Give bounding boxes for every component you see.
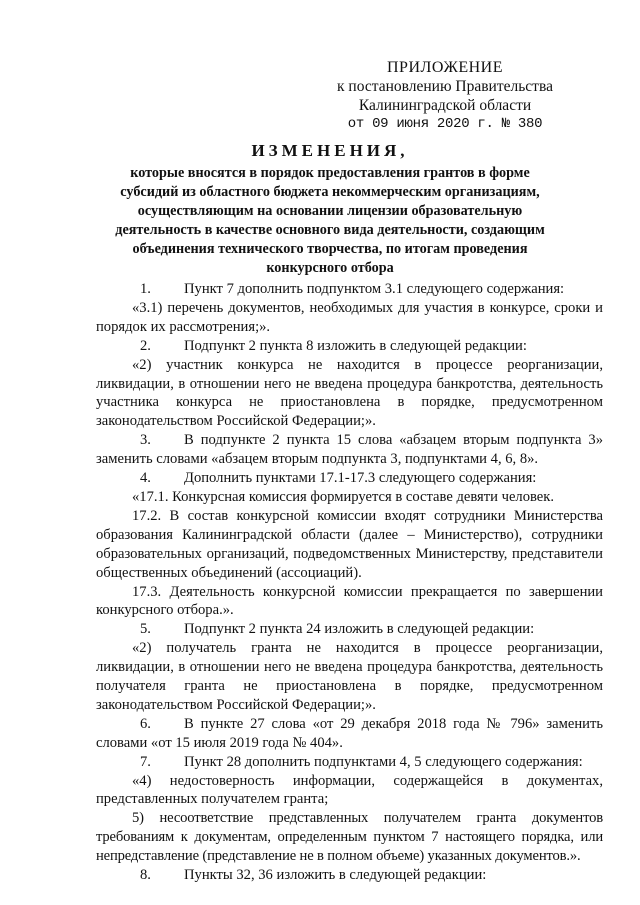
paragraph-text: Подпункт 2 пункта 8 изложить в следующей редакции:	[184, 337, 527, 354]
paragraph-number: 7.	[140, 753, 151, 770]
paragraph	[96, 715, 603, 753]
paragraph-text: Пункт 7 дополнить подпунктом 3.1 следующего содержания:	[184, 281, 565, 297]
paragraph: 17.2. В состав конкурсной комиссии входят сотрудники Министерства образования Калининградской области (далее – Министерство), сотрудники образовательных организаций, подведомственных Министерству, представители общественных объединений (ассоциаций).	[96, 507, 603, 581]
paragraph: 17.3. Деятельность конкурсной комиссии прекращается по завершении конкурсного отбора.».	[96, 583, 603, 619]
paragraph-text: В пункте 27 слова «от 29 декабря 2018 года № 796» заменить словами «от 15 июля 2019 года № 404».	[96, 715, 603, 751]
paragraph-number: 8.	[140, 867, 151, 884]
paragraph	[96, 753, 603, 772]
paragraph: «17.1. Конкурсная комиссия формируется в составе девяти человек.	[132, 488, 555, 505]
paragraph: «3.1) перечень документов, необходимых для участия в конкурсе, сроки и порядок их рассмотрения;».	[96, 299, 603, 335]
document-body	[96, 280, 603, 885]
paragraph: «2) получатель гранта не находится в процессе реорганизации, ликвидации, в отношении него не введена процедура банкротства, деятельность получателя гранта не приостановлена в порядке, предусмотренном законодательством Российской Федерации;».	[96, 640, 603, 713]
paragraph-number: 1.	[140, 281, 151, 297]
appendix-line-1: к постановлению Правительства	[337, 78, 553, 95]
paragraph-number: 6.	[140, 715, 151, 732]
paragraph-text: Пункт 28 дополнить подпунктами 4, 5 следующего содержания:	[184, 753, 583, 770]
paragraph	[96, 280, 603, 299]
paragraph	[96, 620, 603, 639]
appendix-block	[330, 58, 560, 134]
heading-subtitle: которые вносятся в порядок предоставления грантов в форме субсидий из областного бюджета некоммерческим организациям, осуществляющим на основании лицензии образовательную деятельность в качестве основного вида деятельности, создающим объединения технического творчества, по итогам проведения конкурсного отбора	[115, 165, 545, 276]
paragraph	[96, 431, 603, 469]
paragraph-number: 5.	[140, 621, 151, 638]
paragraph-number: 2.	[140, 337, 151, 354]
paragraph: «2) участник конкурса не находится в процессе реорганизации, ликвидации, в отношении него не введена процедура банкротства, деятельность участника конкурса не приостановлена в порядке, предусмотренном законодательством Российской Федерации;».	[96, 356, 603, 430]
appendix-line-2: Калининградской области	[358, 97, 532, 114]
appendix-title: ПРИЛОЖЕНИЕ	[386, 59, 503, 76]
paragraph-text: Пункты 32, 36 изложить в следующей редакции:	[184, 867, 487, 884]
paragraph-text: Дополнить пунктами 17.1-17.3 следующего содержания:	[184, 470, 537, 487]
paragraph: 5) несоответствие представленных получателем гранта документов требованиям к документам, определенным пунктом 7 настоящего порядка, или непредставление (представление не в полном объеме) указанных документов.».	[96, 810, 603, 865]
paragraph-text: Подпункт 2 пункта 24 изложить в следующей редакции:	[184, 621, 535, 638]
paragraph	[96, 866, 603, 885]
paragraph: «4) недостоверность информации, содержащейся в документах, представленных получателем гранта;	[96, 772, 603, 808]
paragraph	[96, 337, 603, 356]
heading-title: ИЗМЕНЕНИЯ,	[251, 141, 409, 160]
paragraph	[96, 469, 603, 488]
paragraph-number: 3.	[140, 432, 151, 449]
paragraph-text: В подпункте 2 пункта 15 слова «абзацем вторым подпункта 3» заменить словами «абзацем вторым подпункта 3, подпунктами 4, 6, 8».	[96, 432, 603, 468]
appendix-date: от 09 июня 2020 г. № 380	[347, 116, 543, 132]
paragraph-number: 4.	[140, 470, 151, 487]
document-heading	[100, 140, 560, 278]
